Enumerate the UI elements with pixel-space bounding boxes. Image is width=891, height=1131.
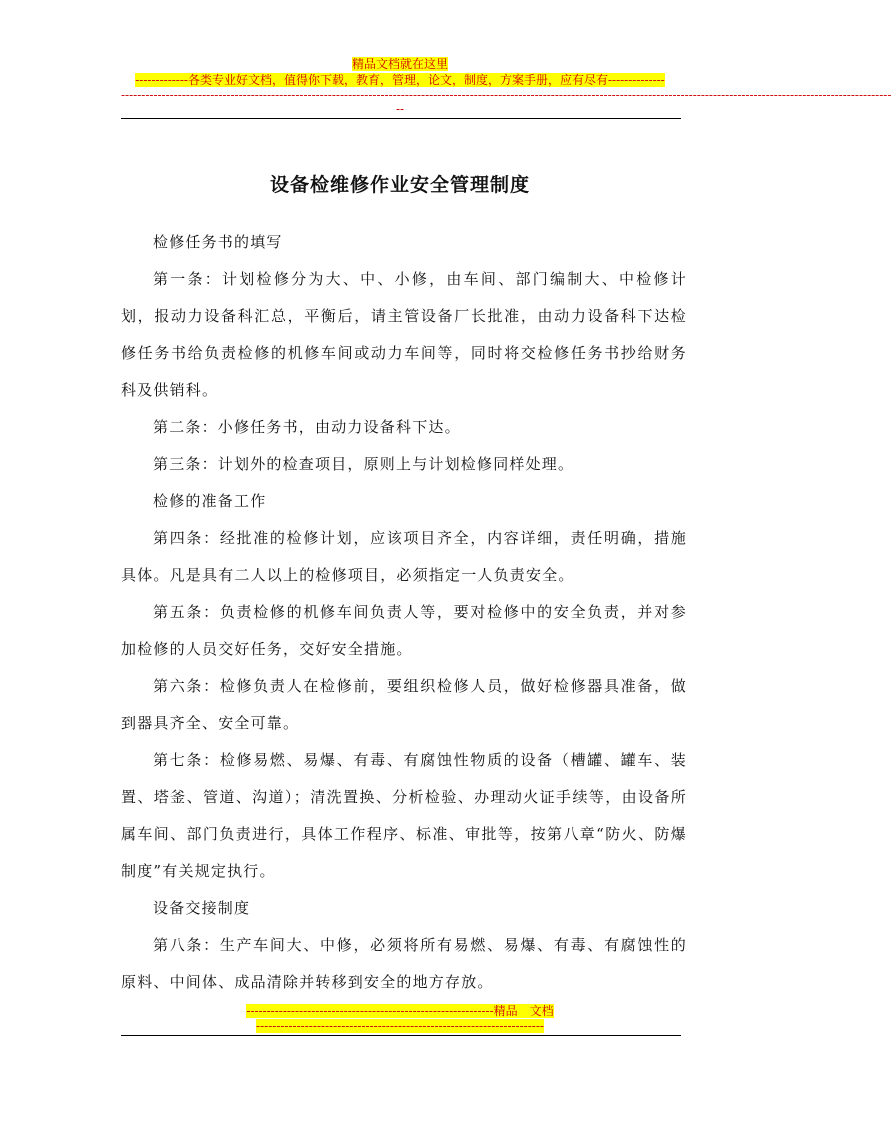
header-line-4: -- [395,102,405,116]
section-heading: 检修的准备工作 [153,492,267,510]
header-divider [121,118,681,119]
article-4: 第四条：经批准的检修计划，应该项目齐全，内容详细，责任明确，措施具体。凡是具有二人以上的检修项目，必须指定一人负责安全。 [121,529,687,584]
header-dash-line: ---------------------------------------------------------------------------------------------------------------------------------------------------------------------------------------------- [121,88,891,102]
header-line-3 [121,88,891,102]
article-5: 第五条：负责检修的机修车间负责人等，要对检修中的安全负责，并对参加检修的人员交好任务，交好安全措施。 [121,603,687,658]
footer-banner-text: -------------------------------------------------------------精品 文档 [246,1004,554,1018]
header-line-2 [0,72,800,88]
footer-line-1 [0,1004,800,1019]
section-heading: 检修任务书的填写 [153,233,283,251]
article-8: 第八条：生产车间大、中修，必须将所有易燃、易爆、有毒、有腐蚀性的原料、中间体、成品清除并转移到安全的地方存放。 [121,936,687,991]
article-2: 第二条：小修任务书，由动力设备科下达。 [153,418,461,436]
header-banner-text: 精品文档就在这里 [351,57,448,71]
document-body [121,224,687,1001]
section-heading: 设备交接制度 [153,899,251,917]
footer-dash-text: ----------------------------------------------------------------------- [256,1019,544,1033]
document-title: 设备检维修作业安全管理制度 [269,174,530,196]
footer-line-2 [0,1019,800,1034]
footer-divider [121,1035,681,1036]
article-6: 第六条：检修负责人在检修前，要组织检修人员，做好检修器具准备，做到器具齐全、安全可靠。 [121,677,687,732]
article-3: 第三条：计划外的检查项目，原则上与计划检修同样处理。 [153,455,575,473]
article-1: 第一条：计划检修分为大、中、小修，由车间、部门编制大、中检修计划，报动力设备科汇总，平衡后，请主管设备厂长批准，由动力设备科下达检修任务书给负责检修的机修车间或动力车间等，同时将交检修任务书抄给财务科及供销科。 [121,270,687,399]
header-slogan-text: -------------各类专业好文档，值得你下载，教育，管理，论文，制度，方案手册，应有尽有-------------- [135,73,665,87]
header-line-1 [0,56,800,72]
article-7: 第七条：检修易燃、易爆、有毒、有腐蚀性物质的设备（槽罐、罐车、装置、塔釜、管道、沟道）；清洗置换、分析检验、办理动火证手续等，由设备所属车间、部门负责进行，具体工作程序、标准、审批等，按第八章“防火、防爆制度”有关规定执行。 [121,751,687,880]
